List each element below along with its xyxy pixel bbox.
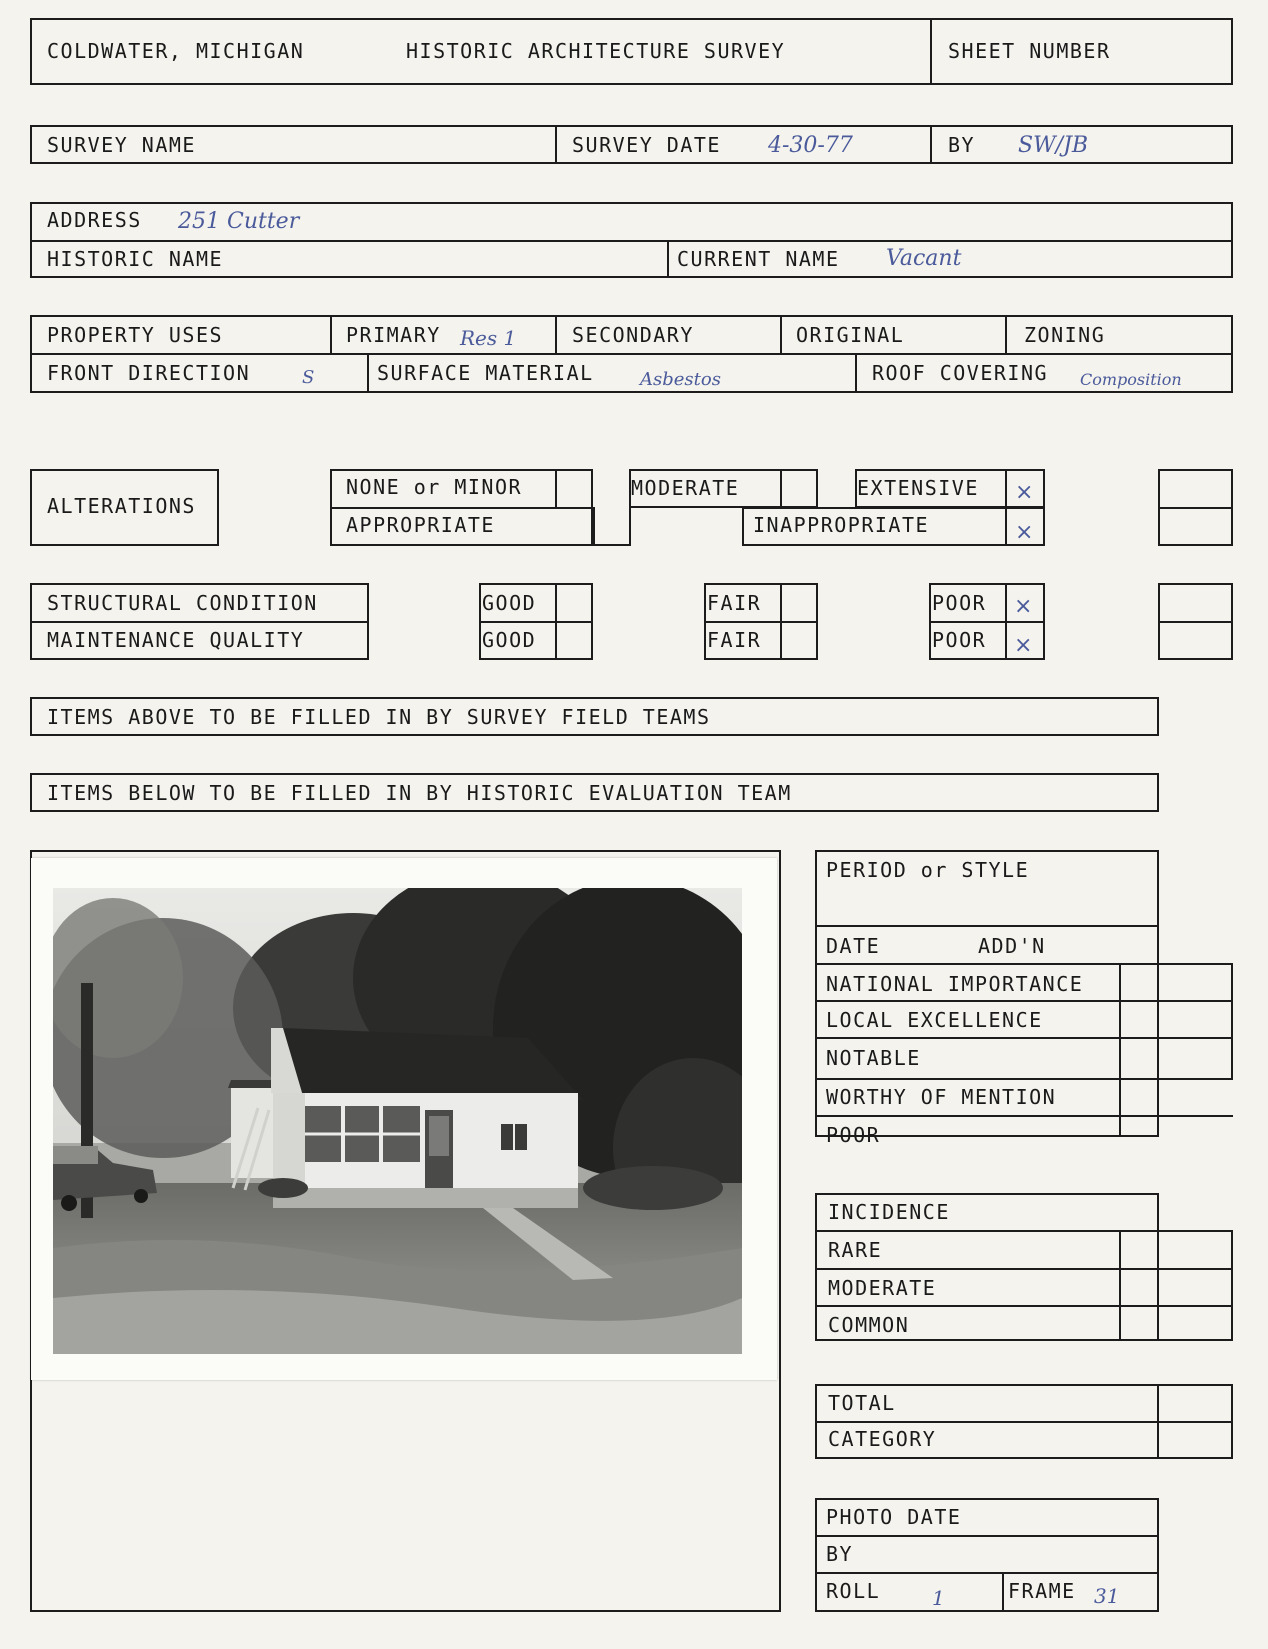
roof-covering-value: Composition <box>1080 370 1182 389</box>
common-label: COMMON <box>828 1313 910 1337</box>
alt-left-divider <box>330 507 593 509</box>
address-value: 251 Cutter <box>178 209 300 234</box>
moderate-label: MODERATE <box>631 476 740 500</box>
alt-none-check-right <box>591 469 593 507</box>
incidence-div-3 <box>815 1305 1233 1307</box>
roof-covering-label: ROOF COVERING <box>872 361 1049 385</box>
primary-value: Res 1 <box>460 326 517 350</box>
alt-appropriate-check-div <box>593 507 595 546</box>
maintenance-good-label: GOOD <box>482 628 537 652</box>
property-div-1 <box>330 315 332 353</box>
survey-by-label: BY <box>948 133 976 157</box>
front-direction-label: FRONT DIRECTION <box>47 361 251 385</box>
eval-right-edge <box>1231 963 1233 1078</box>
header-divider <box>930 18 932 85</box>
extensive-x-mark: × <box>1015 480 1034 505</box>
structural-good-label: GOOD <box>482 591 537 615</box>
survey-name-label: SURVEY NAME <box>47 133 196 157</box>
address-col-divider <box>667 240 669 278</box>
extensive-check-div <box>1005 469 1007 508</box>
extensive-label: EXTENSIVE <box>857 476 979 500</box>
maintenance-poor-x-mark: × <box>1014 633 1033 658</box>
none-minor-label: NONE or MINOR <box>346 475 523 499</box>
eval-div-3 <box>815 1000 1233 1002</box>
category-label: CATEGORY <box>828 1427 937 1451</box>
date-label: DATE <box>826 934 881 958</box>
surface-material-label: SURFACE MATERIAL <box>377 361 594 385</box>
survey-date-value: 4-30-77 <box>768 133 853 158</box>
maintenance-poor-label: POOR <box>932 628 987 652</box>
local-excellence-label: LOCAL EXCELLENCE <box>826 1008 1043 1032</box>
structural-poor-label: POOR <box>932 591 987 615</box>
survey-by-value: SW/JB <box>1018 133 1089 158</box>
survey-divider-1 <box>555 125 557 164</box>
totals-div <box>815 1421 1233 1423</box>
photo-by-label: BY <box>826 1542 854 1566</box>
above-note: ITEMS ABOVE TO BE FILLED IN BY SURVEY FIELD TEAMS <box>47 705 711 729</box>
photo-info-col-div <box>1002 1572 1004 1612</box>
inappropriate-label: INAPPROPRIATE <box>753 513 930 537</box>
property-div-4 <box>1005 315 1007 353</box>
survey-divider-2 <box>930 125 932 164</box>
survey-date-label: SURVEY DATE <box>572 133 721 157</box>
current-name-label: CURRENT NAME <box>677 247 840 271</box>
eval-div-5 <box>815 1078 1233 1080</box>
rare-label: RARE <box>828 1238 883 1262</box>
poor-check-div <box>1005 583 1007 660</box>
appropriate-label: APPROPRIATE <box>346 513 495 537</box>
structural-condition-label: STRUCTURAL CONDITION <box>47 591 318 615</box>
roll-value: 1 <box>932 1586 945 1610</box>
incidence-label: INCIDENCE <box>828 1200 950 1224</box>
property-div-2 <box>555 315 557 353</box>
alt-appropriate-check-bottom <box>593 544 629 546</box>
incidence-div-1 <box>815 1230 1233 1232</box>
address-row-divider <box>30 240 1233 242</box>
national-importance-label: NATIONAL IMPORTANCE <box>826 972 1084 996</box>
good-check-div <box>555 583 557 660</box>
property-div-5 <box>367 353 369 393</box>
total-label: TOTAL <box>828 1391 896 1415</box>
photo-info-div-1 <box>815 1535 1159 1537</box>
house-photograph <box>53 888 742 1354</box>
incidence-div-2 <box>815 1268 1233 1270</box>
roll-label: ROLL <box>826 1579 881 1603</box>
moderate-check-div <box>780 469 782 508</box>
eval-div-2 <box>815 963 1233 965</box>
address-label: ADDRESS <box>47 208 142 232</box>
secondary-label: SECONDARY <box>572 323 694 347</box>
condition-label-divider <box>30 621 369 623</box>
sheet-number-label: SHEET NUMBER <box>948 39 1111 63</box>
eval-col-div <box>1119 963 1121 1137</box>
fair-divider <box>704 621 818 623</box>
inappropriate-check-div <box>1005 507 1007 546</box>
good-divider <box>479 621 593 623</box>
frame-value: 31 <box>1094 1584 1120 1608</box>
current-name-value: Vacant <box>886 246 962 271</box>
primary-label: PRIMARY <box>346 323 441 347</box>
structural-poor-x-mark: × <box>1014 594 1033 619</box>
worthy-label: WORTHY OF MENTION <box>826 1085 1057 1109</box>
maintenance-fair-label: FAIR <box>707 628 762 652</box>
historic-name-label: HISTORIC NAME <box>47 247 224 271</box>
addn-label: ADD'N <box>978 934 1046 958</box>
poor-divider <box>929 621 1045 623</box>
fair-check-div <box>780 583 782 660</box>
form-title: HISTORIC ARCHITECTURE SURVEY <box>406 39 786 63</box>
below-note: ITEMS BELOW TO BE FILLED IN BY HISTORIC EVALUATION TEAM <box>47 781 792 805</box>
property-div-3 <box>780 315 782 353</box>
eval-div-1 <box>815 925 1159 927</box>
incidence-col-div <box>1119 1230 1121 1341</box>
eval-poor-label: POOR <box>826 1123 881 1147</box>
frame-label: FRAME <box>1008 1579 1076 1603</box>
incidence-right-edge <box>1231 1230 1233 1341</box>
city-label: COLDWATER, MICHIGAN <box>47 39 305 63</box>
alt-none-check-div <box>555 469 557 507</box>
period-style-label: PERIOD or STYLE <box>826 858 1030 882</box>
alterations-score-divider <box>1158 507 1233 509</box>
notable-label: NOTABLE <box>826 1046 921 1070</box>
inappropriate-x-mark: × <box>1015 520 1034 545</box>
structural-fair-label: FAIR <box>707 591 762 615</box>
house-photo-svg <box>53 888 742 1354</box>
totals-col-div <box>1157 1384 1159 1459</box>
maintenance-quality-label: MAINTENANCE QUALITY <box>47 628 305 652</box>
surface-material-value: Asbestos <box>640 369 721 390</box>
property-uses-label: PROPERTY USES <box>47 323 224 347</box>
condition-score-divider <box>1158 621 1233 623</box>
photo-info-div-2 <box>815 1572 1159 1574</box>
zoning-label: ZONING <box>1024 323 1106 347</box>
photo-date-label: PHOTO DATE <box>826 1505 962 1529</box>
property-row-divider <box>30 353 1233 355</box>
alterations-label: ALTERATIONS <box>47 494 196 518</box>
eval-div-4 <box>815 1037 1233 1039</box>
incidence-div-4 <box>1119 1339 1233 1341</box>
front-direction-value: S <box>302 367 315 388</box>
original-label: ORIGINAL <box>796 323 905 347</box>
eval-div-6 <box>815 1115 1233 1117</box>
property-div-6 <box>855 353 857 393</box>
incidence-moderate-label: MODERATE <box>828 1276 937 1300</box>
